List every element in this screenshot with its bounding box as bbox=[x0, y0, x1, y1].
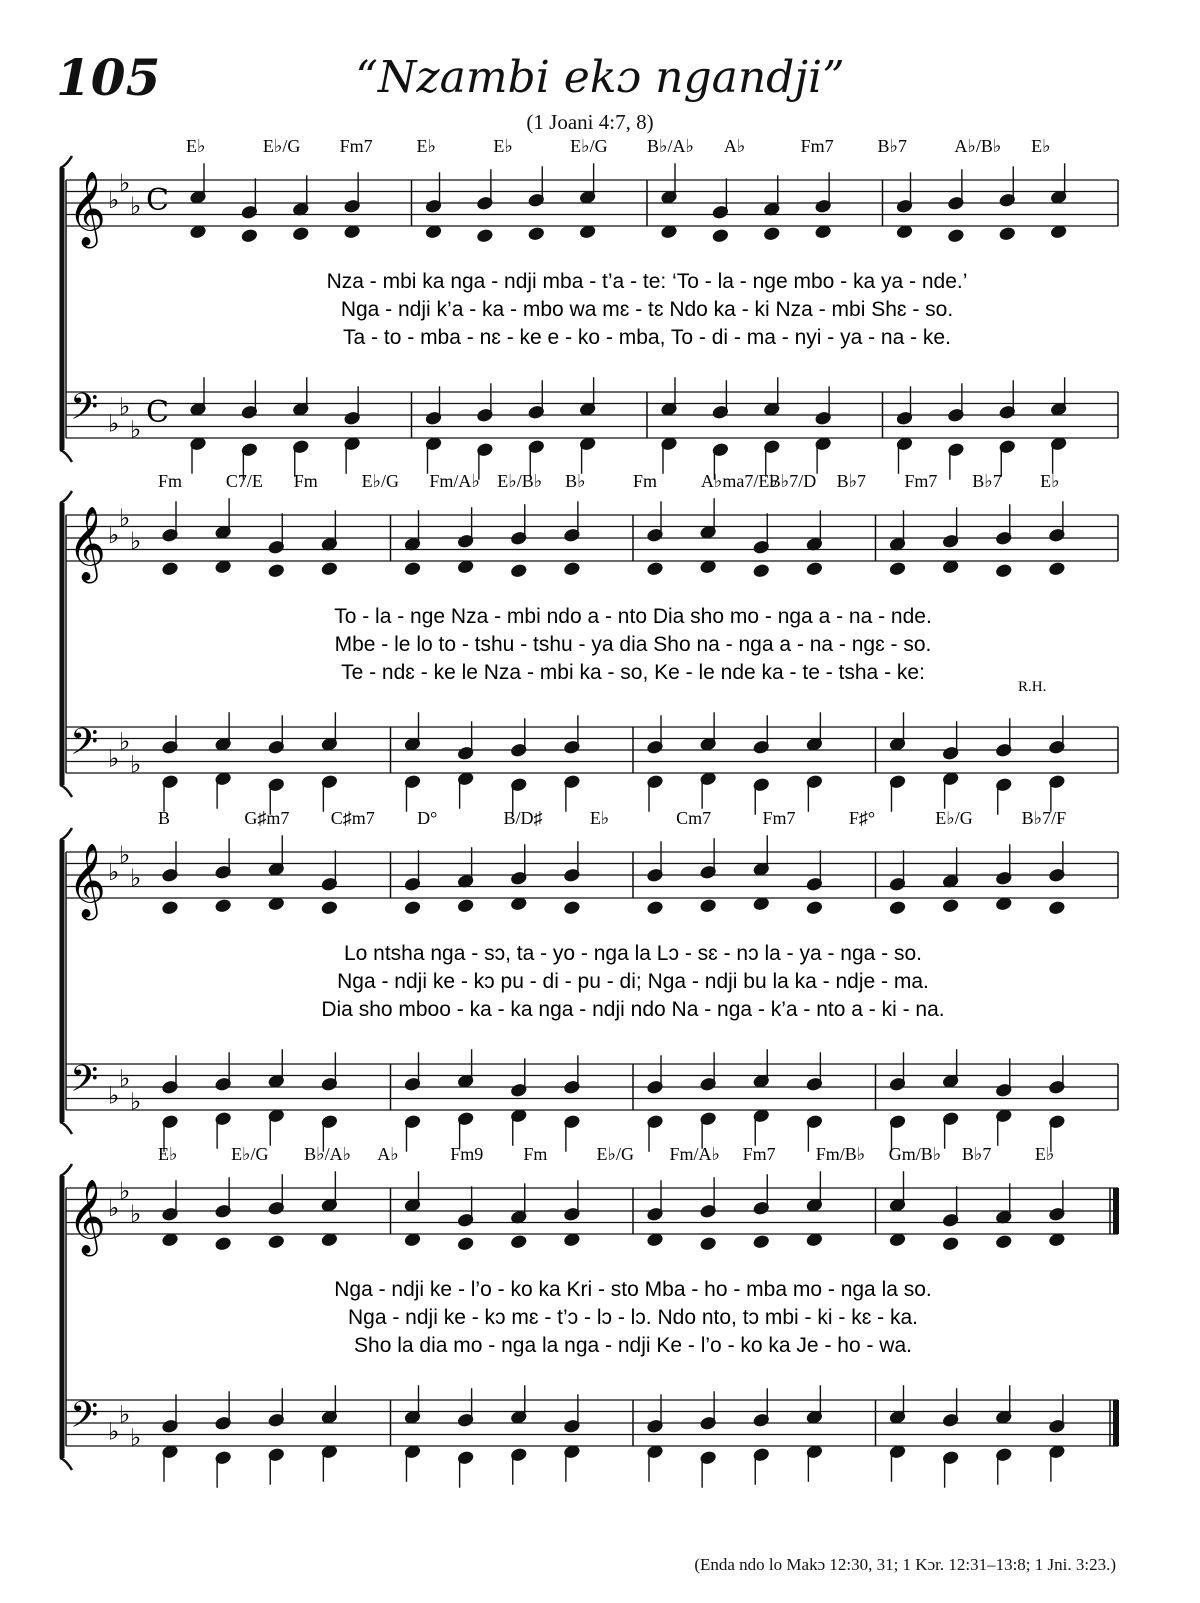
chord-symbol: Gm/B♭ bbox=[888, 1144, 942, 1164]
note-head bbox=[457, 899, 474, 913]
time-signature: C bbox=[146, 183, 169, 218]
note-head bbox=[321, 1233, 338, 1247]
note-head bbox=[753, 1235, 770, 1249]
note-head bbox=[321, 562, 338, 576]
key-signature-flat: ♭ bbox=[130, 415, 142, 444]
chord-symbol: A♭ma7/E♭ bbox=[700, 471, 778, 491]
note-head bbox=[510, 897, 527, 911]
note-head bbox=[806, 562, 823, 576]
note-head bbox=[806, 1233, 823, 1247]
note-head bbox=[190, 225, 207, 239]
key-signature-flat: ♭ bbox=[130, 191, 142, 220]
note-head bbox=[942, 560, 959, 574]
chord-symbol: B♭/A♭ bbox=[647, 136, 694, 156]
note-head bbox=[1049, 1233, 1066, 1247]
key-signature-flat: ♭ bbox=[119, 1176, 131, 1205]
chord-symbol: E♭/G bbox=[231, 1144, 269, 1164]
note-head bbox=[215, 899, 232, 913]
chord-symbol: Fm7 bbox=[800, 136, 834, 156]
chord-symbol: Cm7 bbox=[676, 808, 712, 828]
chord-symbol: Fm7 bbox=[904, 471, 938, 491]
note-head bbox=[321, 901, 338, 915]
key-signature-flat: ♭ bbox=[130, 1087, 142, 1116]
key-signature-flat: ♭ bbox=[130, 526, 142, 555]
lyric-line-3: Te - ndɛ - ke le Nza - mbi ka - so, Ke - le nde ka - te - tsha - ke: bbox=[341, 661, 925, 684]
note-head bbox=[995, 564, 1012, 578]
hymn-number: 105 bbox=[56, 48, 161, 107]
treble-clef: 𝄞 bbox=[68, 844, 106, 918]
note-head bbox=[510, 1235, 527, 1249]
note-head bbox=[268, 897, 285, 911]
note-head bbox=[763, 227, 780, 241]
system-4 bbox=[60, 1144, 1118, 1488]
note-head bbox=[404, 901, 421, 915]
lyric-line-2: Nga - ndji k’a - ka - mbo wa mɛ - tɛ Ndo ka - ki Nza - mbi Shɛ - so. bbox=[340, 298, 954, 321]
note-head bbox=[753, 897, 770, 911]
note-head bbox=[425, 225, 442, 239]
bass-clef: 𝄢 bbox=[70, 386, 99, 437]
chord-symbol: Fm7 bbox=[742, 1144, 776, 1164]
note-head bbox=[995, 1235, 1012, 1249]
key-signature-flat: ♭ bbox=[108, 186, 120, 214]
note-head bbox=[896, 225, 913, 239]
treble-clef: 𝄞 bbox=[68, 172, 106, 246]
note-head bbox=[528, 227, 545, 241]
lyric-line-2: Nga - ndji ke - kɔ pu - di - pu - di; Nga - ndji bu la ka - ndje - ma. bbox=[337, 970, 929, 993]
key-signature-flat: ♭ bbox=[108, 1417, 120, 1446]
note-head bbox=[948, 229, 965, 243]
note-head bbox=[564, 901, 581, 915]
chord-symbol: Fm7 bbox=[339, 136, 373, 156]
note-head bbox=[404, 1233, 421, 1247]
chord-symbol: Fm/A♭ bbox=[429, 471, 480, 491]
lyric-line-1: Nga - ndji ke - l’o - ko ka Kri - sto Mba - ho - mba mo - nga la so. bbox=[334, 1278, 932, 1301]
chord-symbol: Fm bbox=[158, 471, 183, 491]
key-signature-flat: ♭ bbox=[108, 1194, 120, 1222]
note-head bbox=[564, 1233, 581, 1247]
chord-symbol: E♭ bbox=[493, 136, 513, 156]
chord-symbol: Fm7 bbox=[762, 808, 796, 828]
chord-symbol: B♭/A♭ bbox=[304, 1144, 352, 1164]
key-signature-flat: ♭ bbox=[119, 392, 131, 421]
key-signature-flat: ♭ bbox=[119, 168, 131, 197]
system-3 bbox=[60, 808, 1118, 1152]
note-head bbox=[344, 225, 361, 239]
time-signature: C bbox=[146, 395, 169, 430]
note-head bbox=[162, 901, 179, 915]
chord-symbol: C7/E bbox=[225, 471, 263, 491]
note-head bbox=[661, 225, 678, 239]
footer-reference: (Enda ndo lo Makɔ 12:30, 31; 1 Kɔr. 12:31–13:8; 1 Jni. 3:23.) bbox=[694, 1555, 1116, 1574]
bass-clef: 𝄢 bbox=[70, 1394, 99, 1445]
note-head bbox=[1050, 225, 1067, 239]
note-head bbox=[579, 225, 596, 239]
treble-clef: 𝄞 bbox=[68, 1180, 106, 1254]
chord-symbol: E♭ bbox=[1031, 136, 1051, 156]
chord-symbol: E♭/G bbox=[361, 471, 400, 491]
note-head bbox=[806, 901, 823, 915]
note-head bbox=[457, 1237, 474, 1251]
bracket-top-hook bbox=[60, 491, 72, 503]
lyric-line-3: Dia sho mboo - ka - ka nga - ndji ndo Na - nga - k’a - nto a - ki - na. bbox=[321, 998, 945, 1021]
note-head bbox=[404, 562, 421, 576]
chord-symbol: F♯° bbox=[848, 808, 876, 828]
note-head bbox=[268, 564, 285, 578]
chord-symbol: E♭/G bbox=[570, 136, 608, 156]
note-head bbox=[889, 901, 906, 915]
chord-symbol: Fm/B♭ bbox=[815, 1144, 866, 1164]
note-head bbox=[889, 1233, 906, 1247]
note-head bbox=[700, 899, 717, 913]
chord-symbol: D° bbox=[417, 808, 438, 828]
chord-symbol: B♭ bbox=[565, 471, 586, 491]
bracket-top-hook bbox=[60, 828, 72, 840]
note-head bbox=[564, 562, 581, 576]
note-head bbox=[241, 229, 258, 243]
note-head bbox=[700, 560, 717, 574]
key-signature-flat: ♭ bbox=[108, 521, 120, 549]
chord-symbol: Fm bbox=[293, 471, 318, 491]
chord-symbol: Fm9 bbox=[450, 1144, 484, 1164]
chord-symbol: E♭ bbox=[416, 136, 436, 156]
bracket-bottom-hook bbox=[60, 450, 72, 462]
note-head bbox=[753, 564, 770, 578]
chord-symbol: A♭ bbox=[377, 1144, 399, 1164]
chord-symbol: B♭7/D bbox=[768, 471, 817, 491]
key-signature-flat: ♭ bbox=[119, 1400, 131, 1429]
note-head bbox=[215, 1237, 232, 1251]
key-signature-flat: ♭ bbox=[130, 750, 142, 779]
lyric-line-1: Nza - mbi ka nga - ndji mba - t’a - te: ‘To - la - nge mbo - ka ya - nde.’ bbox=[326, 270, 968, 293]
note-head bbox=[999, 227, 1016, 241]
key-signature-flat: ♭ bbox=[108, 409, 120, 438]
key-signature-flat: ♭ bbox=[119, 840, 131, 869]
chord-symbol: B♭7/F bbox=[1021, 808, 1067, 828]
chord-symbol: B♭7 bbox=[972, 471, 1002, 491]
bracket-bottom-hook bbox=[60, 785, 72, 797]
chord-symbol: E♭ bbox=[186, 136, 206, 156]
treble-clef: 𝄞 bbox=[68, 507, 106, 581]
key-signature-flat: ♭ bbox=[119, 503, 131, 532]
chord-symbol: A♭ bbox=[723, 136, 746, 156]
note-head bbox=[292, 227, 309, 241]
chord-symbol: E♭ bbox=[1040, 471, 1060, 491]
lyric-line-3: Sho la dia mo - nga la nga - ndji Ke - l’o - ko ka Je - ho - wa. bbox=[354, 1334, 912, 1357]
note-head bbox=[942, 899, 959, 913]
note-head bbox=[1049, 901, 1066, 915]
chord-symbol: B/D♯ bbox=[503, 808, 543, 828]
note-head bbox=[815, 225, 832, 239]
lyric-line-3: Ta - to - mba - nɛ - ke e - ko - mba, To - di - ma - nyi - ya - na - ke. bbox=[343, 326, 951, 349]
lyric-line-2: Nga - ndji ke - kɔ mɛ - t’ɔ - lɔ - lɔ. Ndo nto, tɔ mbi - ki - kɛ - ka. bbox=[347, 1306, 919, 1329]
note-head bbox=[457, 560, 474, 574]
bracket-bottom-hook bbox=[60, 1122, 72, 1134]
bass-clef: 𝄢 bbox=[70, 721, 99, 772]
note-head bbox=[942, 1237, 959, 1251]
lyric-line-2: Mbe - le lo to - tshu - tshu - ya dia Sho na - nga a - na - ngɛ - so. bbox=[334, 633, 932, 656]
chord-symbol: B♭7 bbox=[961, 1144, 992, 1164]
bracket-top-hook bbox=[60, 1164, 72, 1176]
key-signature-flat: ♭ bbox=[119, 727, 131, 756]
note-head bbox=[647, 1233, 664, 1247]
bracket-top-hook bbox=[60, 156, 72, 168]
chord-symbol: Fm bbox=[633, 471, 658, 491]
chord-symbol: Fm/A♭ bbox=[669, 1144, 721, 1164]
note-head bbox=[995, 897, 1012, 911]
note-head bbox=[647, 901, 664, 915]
system-2 bbox=[60, 471, 1118, 815]
note-head bbox=[1049, 562, 1066, 576]
lyric-line-1: Lo ntsha nga - sɔ, ta - yo - nga la Lɔ - sɛ - nɔ la - ya - nga - so. bbox=[343, 942, 923, 965]
chord-symbol: B bbox=[158, 808, 171, 828]
note-head bbox=[510, 564, 527, 578]
note-head bbox=[647, 562, 664, 576]
system-1 bbox=[60, 136, 1118, 480]
key-signature-flat: ♭ bbox=[130, 1423, 142, 1452]
key-signature-flat: ♭ bbox=[119, 1064, 131, 1093]
note-head bbox=[215, 560, 232, 574]
chord-symbol: Fm bbox=[523, 1144, 548, 1164]
chord-symbol: E♭/G bbox=[262, 136, 301, 156]
scripture-reference: (1 Joani 4:7, 8) bbox=[526, 110, 654, 134]
note-head bbox=[162, 1233, 179, 1247]
note-head bbox=[162, 562, 179, 576]
chord-symbol: G♯m7 bbox=[244, 808, 290, 828]
key-signature-flat: ♭ bbox=[108, 744, 120, 773]
chord-symbol: B♭7 bbox=[836, 471, 867, 491]
chord-symbol: E♭/B♭ bbox=[497, 471, 543, 491]
key-signature-flat: ♭ bbox=[130, 863, 142, 892]
right-hand-marking: R.H. bbox=[1018, 679, 1047, 695]
bracket-bottom-hook bbox=[60, 1458, 72, 1470]
chord-symbol: B♭7 bbox=[877, 136, 907, 156]
note-head bbox=[712, 229, 729, 243]
hymn-title: “Nzambi ekɔ ngandji” bbox=[355, 52, 845, 103]
key-signature-flat: ♭ bbox=[130, 1199, 142, 1228]
bass-clef: 𝄢 bbox=[70, 1058, 99, 1109]
key-signature-flat: ♭ bbox=[108, 858, 120, 886]
note-head bbox=[889, 562, 906, 576]
key-signature-flat: ♭ bbox=[108, 1081, 120, 1110]
chord-symbol: C♯m7 bbox=[330, 808, 375, 828]
note-head bbox=[477, 229, 494, 243]
lyric-line-1: To - la - nge Nza - mbi ndo a - nto Dia sho mo - nga a - na - nde. bbox=[334, 605, 932, 628]
chord-symbol: E♭ bbox=[589, 808, 610, 828]
chord-symbol: E♭/G bbox=[935, 808, 973, 828]
chord-symbol: A♭/B♭ bbox=[954, 136, 1002, 156]
chord-symbol: E♭ bbox=[158, 1144, 178, 1164]
chord-symbol: E♭/G bbox=[596, 1144, 634, 1164]
note-head bbox=[268, 1235, 285, 1249]
note-head bbox=[700, 1237, 717, 1251]
chord-symbol: E♭ bbox=[1034, 1144, 1055, 1164]
